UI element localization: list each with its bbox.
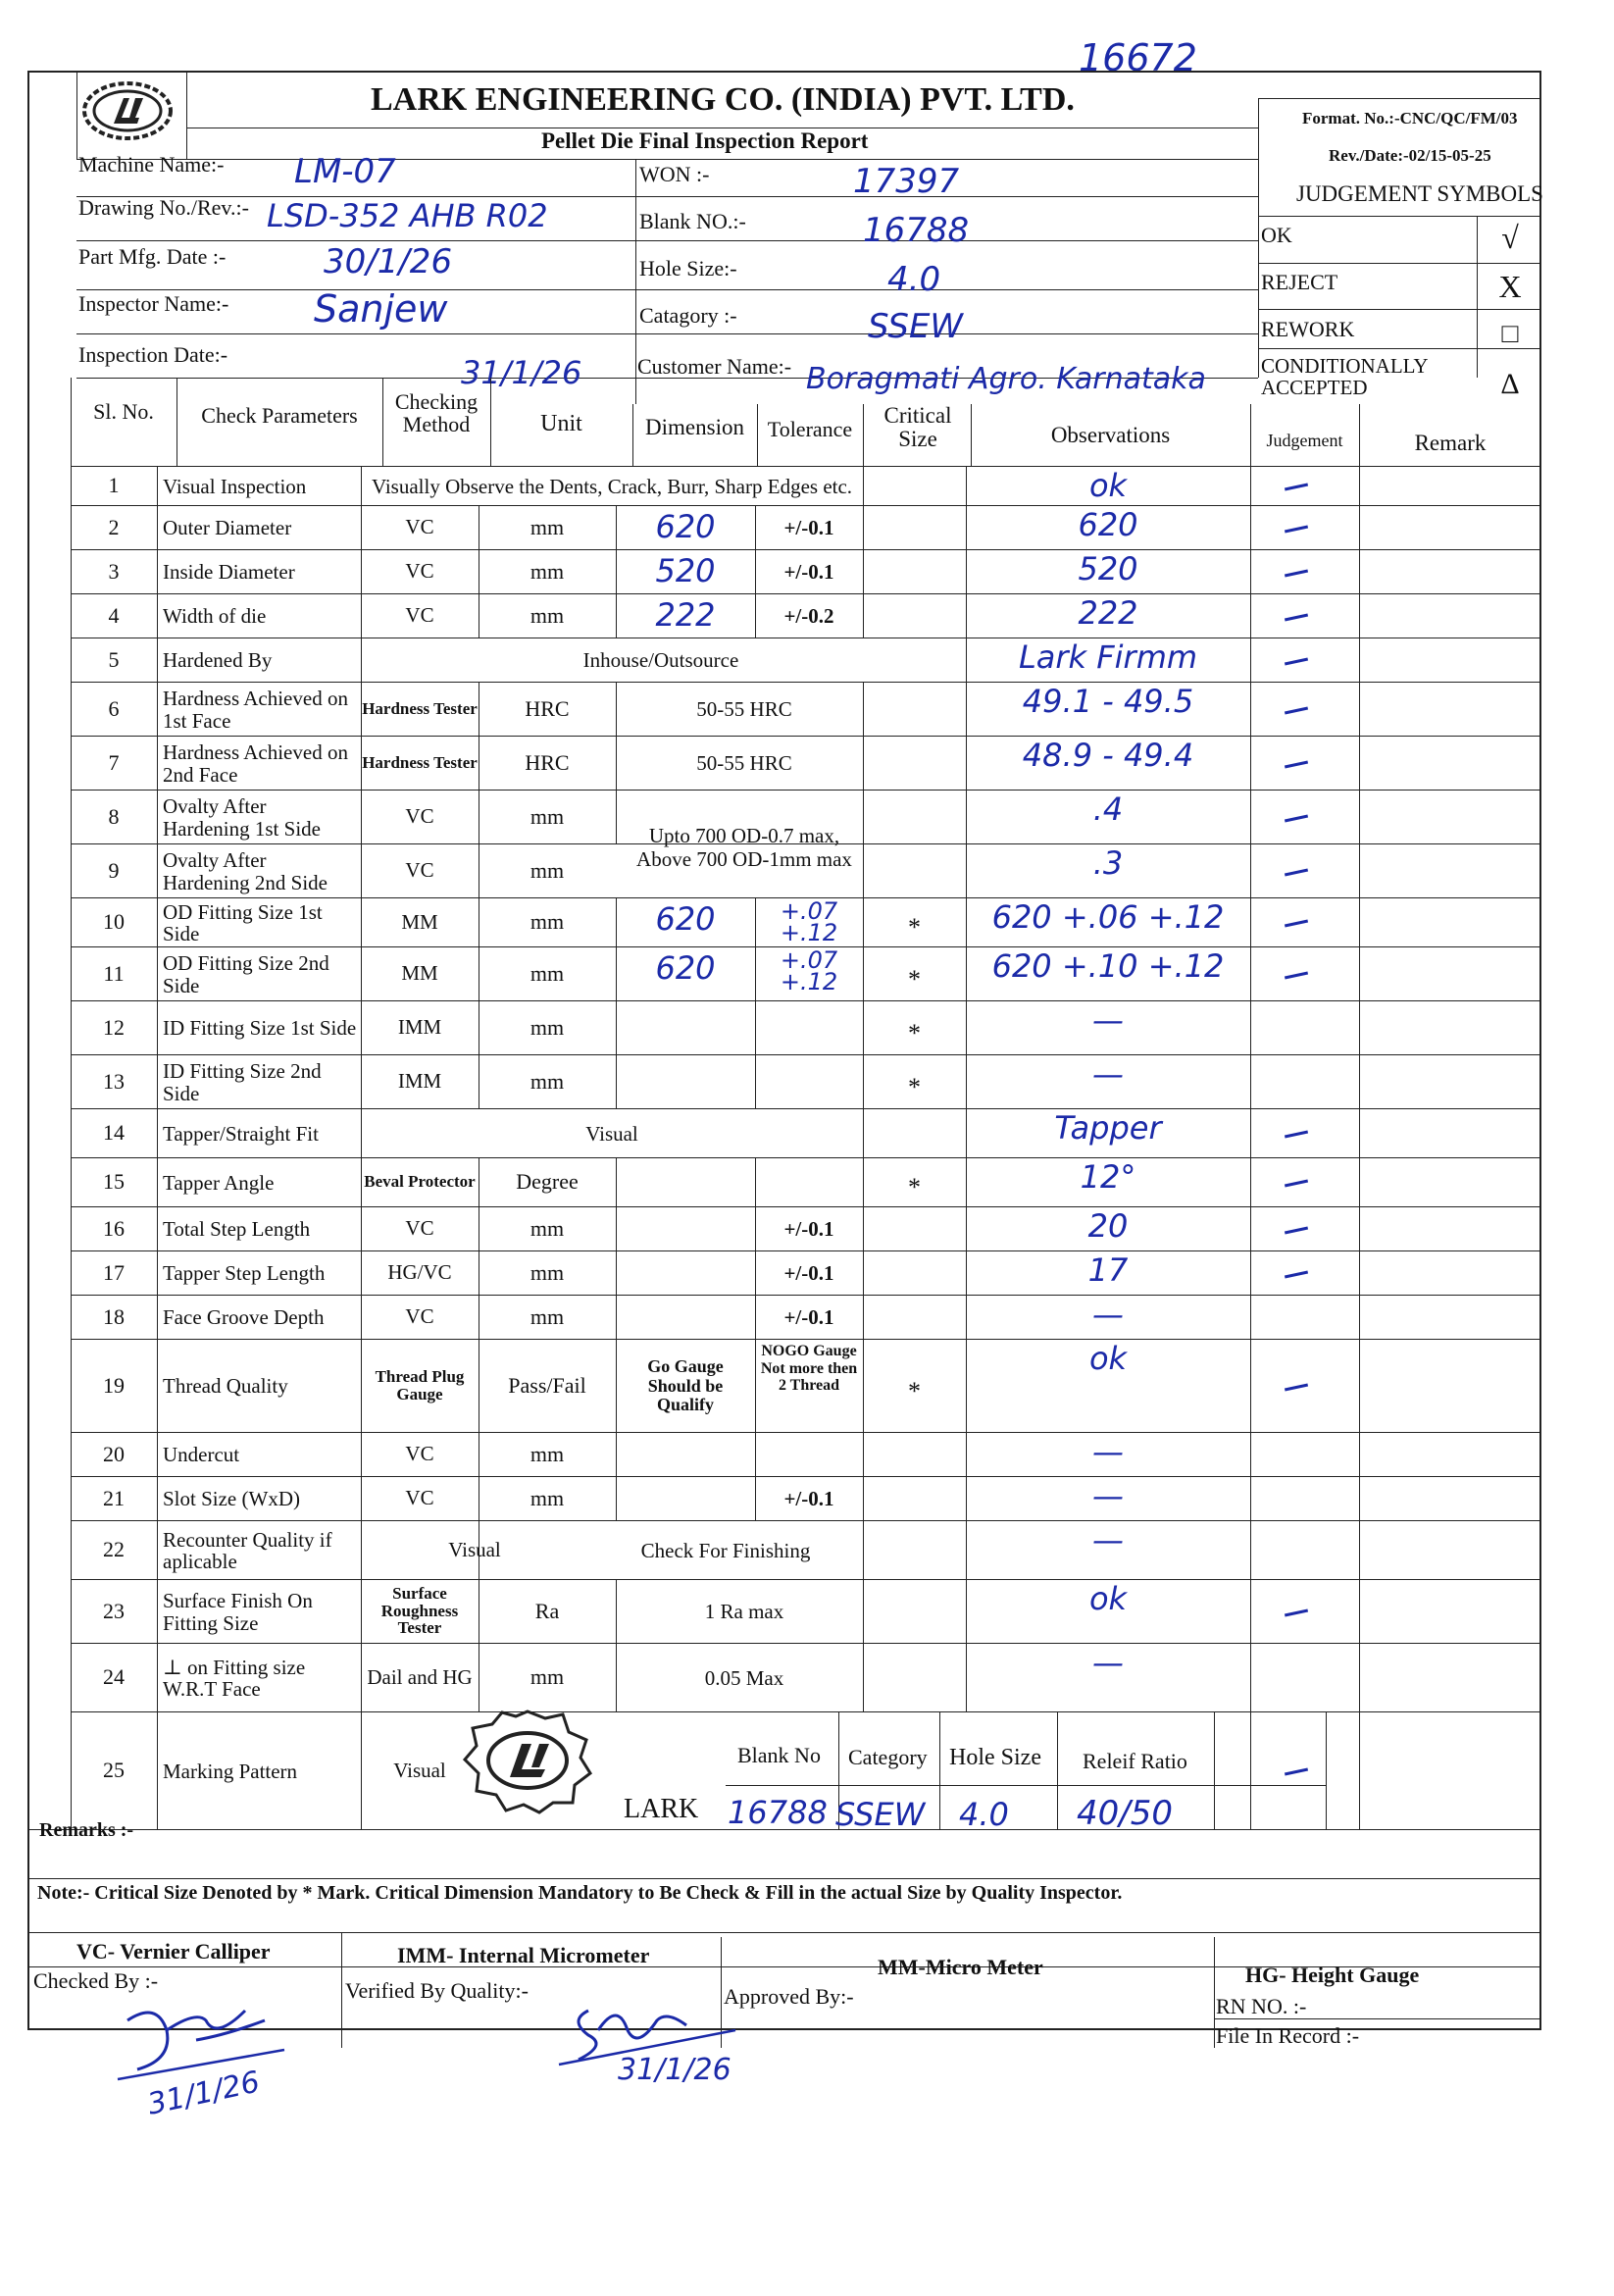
part-mfg-date-value: 30/1/26 — [324, 242, 453, 281]
row-23-number: 23 — [103, 1598, 125, 1623]
row-1-parameter: Visual Inspection — [163, 474, 307, 498]
won-value: 17397 — [853, 162, 960, 201]
row-16-parameter: Total Step Length — [163, 1217, 311, 1242]
reject-symbol-icon: X — [1498, 269, 1522, 304]
legend-vc: VC- Vernier Calliper — [76, 1939, 271, 1964]
row-3-observation: 520 — [1078, 550, 1138, 587]
row-9-parameter: Ovalty After Hardening 2nd Side — [163, 848, 328, 894]
row-11-unit: mm — [530, 960, 565, 986]
row-21-number: 21 — [103, 1485, 125, 1510]
row-13-parameter: ID Fitting Size 2nd Side — [163, 1059, 322, 1105]
row-6-number: 6 — [108, 695, 120, 721]
row-24-number: 24 — [103, 1664, 125, 1689]
row-8-parameter: Ovalty After Hardening 1st Side — [163, 794, 321, 841]
row-8-observation: .4 — [1092, 791, 1124, 828]
col-critical-size: Critical Size — [883, 403, 952, 452]
col-checking-method: Checking Method — [394, 389, 479, 437]
report-title: Pellet Die Final Inspection Report — [541, 128, 869, 153]
row-21-parameter: Slot Size (WxD) — [163, 1487, 300, 1511]
marking-relief-ratio-label: Releif Ratio — [1083, 1749, 1187, 1773]
row-16-observation: 20 — [1087, 1207, 1129, 1245]
row-19-dimension: Go Gauge Should be Qualify — [647, 1355, 724, 1415]
row-2-observation: 620 — [1078, 506, 1138, 543]
checked-by-label: Checked By :- — [33, 1968, 159, 1993]
col-sl-no: Sl. No. — [93, 399, 154, 424]
inspection-date-value: 31/1/26 — [461, 354, 582, 391]
row-2-unit: mm — [530, 514, 565, 539]
row-25-number: 25 — [103, 1758, 125, 1782]
row-13-number: 13 — [103, 1068, 125, 1094]
row-13-observation: — — [1092, 1055, 1124, 1093]
serial-number: 16672 — [1079, 36, 1197, 79]
row-16-tolerance: +/-0.1 — [783, 1216, 834, 1241]
row-6-requirement: 50-55 HRC — [696, 697, 792, 722]
row-3-method: VC — [405, 559, 434, 584]
row-17-method: HG/VC — [387, 1260, 452, 1285]
row-7-number: 7 — [108, 749, 120, 775]
row-11-parameter: OD Fitting Size 2nd Side — [163, 951, 329, 997]
row-16-method: VC — [405, 1216, 434, 1241]
row-22-method: Visual — [448, 1537, 501, 1561]
note-text: Note:- Critical Size Denoted by * Mark. Critical Dimension Mandatory to Be Check & Fill in the actual Size by Quality Inspector. — [37, 1882, 1123, 1904]
legend-imm: IMM- Internal Micrometer — [397, 1943, 650, 1967]
row-10-dimension: 620 — [655, 900, 716, 938]
row-3-unit: mm — [530, 558, 565, 584]
row-19-number: 19 — [103, 1372, 125, 1398]
row-6-method: Hardness Tester — [362, 698, 478, 718]
row-17-number: 17 — [103, 1259, 125, 1285]
row-20-parameter: Undercut — [163, 1443, 240, 1467]
file-in-record-label: File In Record :- — [1216, 2023, 1360, 2048]
marking-category-label: Category — [848, 1745, 928, 1769]
row-21-method: VC — [405, 1486, 434, 1510]
row-8-unit: mm — [530, 803, 565, 829]
row-25-parameter: Marking Pattern — [163, 1759, 298, 1783]
row-15-observation: 12° — [1080, 1158, 1136, 1196]
row-20-observation: — — [1092, 1433, 1124, 1470]
rn-no-label: RN NO. :- — [1216, 1994, 1307, 2018]
row-21-tolerance: +/-0.1 — [783, 1486, 834, 1510]
row-20-method: VC — [405, 1442, 434, 1466]
row-18-method: VC — [405, 1304, 434, 1329]
row-5-parameter: Hardened By — [163, 648, 273, 673]
inspector-name-label: Inspector Name:- — [78, 291, 229, 316]
row-7-unit: HRC — [525, 749, 570, 775]
row-23-method: Surface Roughness Tester — [380, 1583, 459, 1638]
row-19-parameter: Thread Quality — [163, 1374, 288, 1399]
row-1-observation: ok — [1088, 467, 1128, 504]
row-8-number: 8 — [108, 803, 120, 829]
marking-logo-text: LARK — [624, 1794, 699, 1824]
row-19-critical-mark: * — [908, 1376, 921, 1405]
symbol-label-conditionally-accepted: CONDITIONALLY ACCEPTED — [1261, 354, 1428, 400]
row-22-observation: — — [1092, 1521, 1124, 1558]
row-7-requirement: 50-55 HRC — [696, 751, 792, 776]
symbol-label-reject: REJECT — [1261, 270, 1338, 294]
row-10-parameter: OD Fitting Size 1st Side — [163, 899, 323, 945]
row-7-method: Hardness Tester — [362, 752, 478, 772]
row-5-requirement: Inhouse/Outsource — [582, 648, 739, 673]
row-14-requirement: Visual — [585, 1121, 638, 1146]
row-2-number: 2 — [108, 514, 120, 539]
checked-by-date: 31/1/26 — [144, 2065, 263, 2122]
row-11-observation: 620 +.10 +.12 — [991, 947, 1225, 985]
marking-blank-no-value: 16788 — [728, 1794, 828, 1831]
row-24-method: Dail and HG — [367, 1664, 473, 1689]
row-23-requirement: 1 Ra max — [704, 1600, 784, 1624]
row-18-observation: — — [1092, 1296, 1124, 1333]
row-6-observation: 49.1 - 49.5 — [1022, 683, 1194, 720]
row-12-parameter: ID Fitting Size 1st Side — [163, 1016, 357, 1041]
marking-hole-size-value: 4.0 — [959, 1796, 1009, 1833]
row-22-number: 22 — [103, 1537, 125, 1561]
col-tolerance: Tolerance — [767, 417, 853, 441]
col-check-parameters: Check Parameters — [201, 403, 358, 428]
machine-name-value: LM-07 — [294, 152, 396, 191]
revision-date: Rev./Date:-02/15-05-25 — [1329, 146, 1491, 165]
row-14-number: 14 — [103, 1120, 125, 1145]
row-20-number: 20 — [103, 1441, 125, 1466]
row-2-method: VC — [405, 515, 434, 539]
marking-relief-ratio-value: 40/50 — [1077, 1794, 1173, 1833]
hole-size-value: 4.0 — [887, 260, 941, 299]
row-25-method: Visual — [393, 1758, 446, 1782]
row-10-unit: mm — [530, 909, 565, 934]
row-9-unit: mm — [530, 857, 565, 883]
row-3-number: 3 — [108, 558, 120, 584]
row-15-unit: Degree — [516, 1169, 579, 1194]
row-15-parameter: Tapper Angle — [163, 1170, 275, 1195]
row-3-parameter: Inside Diameter — [163, 560, 295, 585]
col-unit: Unit — [540, 411, 582, 436]
row-15-number: 15 — [103, 1169, 125, 1194]
won-label: WON :- — [639, 162, 710, 186]
row-13-unit: mm — [530, 1068, 565, 1094]
row-2-dimension: 620 — [655, 508, 716, 545]
company-name: LARK ENGINEERING CO. (INDIA) PVT. LTD. — [371, 81, 1075, 118]
row-11-number: 11 — [103, 960, 125, 986]
part-mfg-date-label: Part Mfg. Date :- — [78, 244, 227, 269]
row-6-unit: HRC — [525, 695, 570, 721]
row-11-tolerance: +.07 +.12 — [780, 946, 838, 995]
col-observations: Observations — [1050, 423, 1171, 447]
row-23-parameter: Surface Finish On Fitting Size — [163, 1589, 313, 1635]
row-16-unit: mm — [530, 1215, 565, 1241]
row-12-critical-mark: * — [908, 1018, 921, 1047]
row-19-unit: Pass/Fail — [508, 1372, 586, 1398]
row-8-requirement: Upto 700 OD-0.7 max, Above 700 OD-1mm max — [636, 823, 852, 871]
marking-category-value: SSEW — [835, 1796, 926, 1833]
row-18-parameter: Face Groove Depth — [163, 1305, 325, 1330]
judgement-symbols-title: JUDGEMENT SYMBOLS — [1296, 181, 1543, 206]
row-1-requirement: Visually Observe the Dents, Crack, Burr, Sharp Edges etc. — [371, 474, 853, 498]
row-21-observation: — — [1092, 1477, 1124, 1514]
marking-logo-icon — [459, 1707, 596, 1814]
row-17-unit: mm — [530, 1259, 565, 1285]
row-10-number: 10 — [103, 909, 125, 934]
row-14-parameter: Tapper/Straight Fit — [163, 1121, 319, 1146]
row-11-dimension: 620 — [655, 949, 716, 987]
row-12-number: 12 — [103, 1014, 125, 1040]
verified-by-label: Verified By Quality:- — [345, 1978, 529, 2003]
col-remark: Remark — [1414, 431, 1487, 455]
symbol-label-ok: OK — [1261, 223, 1292, 247]
row-19-method: Thread Plug Gauge — [375, 1366, 465, 1403]
company-logo-icon — [78, 77, 177, 145]
row-18-number: 18 — [103, 1303, 125, 1329]
row-4-tolerance: +/-0.2 — [783, 603, 834, 628]
row-24-parameter: ⊥ on Fitting size W.R.T Face — [163, 1655, 306, 1701]
conditional-symbol-icon: Δ — [1500, 368, 1520, 400]
row-9-observation: .3 — [1092, 844, 1124, 882]
row-8-method: VC — [405, 804, 434, 829]
catagory-label: Catagory :- — [639, 303, 737, 328]
catagory-value: SSEW — [868, 307, 964, 346]
row-12-unit: mm — [530, 1014, 565, 1040]
symbol-label-rework: REWORK — [1261, 317, 1355, 341]
remarks-label: Remarks :- — [39, 1819, 134, 1841]
row-24-observation: — — [1092, 1644, 1124, 1681]
drawing-no-value: LSD-352 AHB R02 — [267, 197, 548, 234]
row-18-tolerance: +/-0.1 — [783, 1304, 834, 1329]
row-3-dimension: 520 — [655, 552, 716, 589]
machine-name-label: Machine Name:- — [78, 152, 225, 177]
blank-no-value: 16788 — [863, 211, 970, 250]
row-2-parameter: Outer Diameter — [163, 516, 292, 540]
row-19-tolerance: NOGO Gauge Not more then 2 Thread — [760, 1343, 858, 1395]
row-18-unit: mm — [530, 1303, 565, 1329]
row-4-unit: mm — [530, 602, 565, 628]
row-5-observation: Lark Firmm — [1018, 638, 1198, 676]
row-2-tolerance: +/-0.1 — [783, 515, 834, 539]
row-21-unit: mm — [530, 1485, 565, 1510]
drawing-no-label: Drawing No./Rev.:- — [78, 195, 249, 220]
ok-symbol-icon: √ — [1501, 220, 1519, 255]
row-12-observation: — — [1092, 1001, 1124, 1039]
row-6-parameter: Hardness Achieved on 1st Face — [163, 687, 348, 733]
row-19-observation: ok — [1088, 1340, 1128, 1377]
marking-blank-no-label: Blank No — [737, 1743, 821, 1767]
row-10-tolerance: +.07 +.12 — [780, 897, 838, 946]
row-4-method: VC — [405, 603, 434, 628]
legend-mm: MM-Micro Meter — [878, 1955, 1043, 1979]
row-11-critical-mark: * — [908, 964, 921, 994]
row-9-number: 9 — [108, 857, 120, 883]
row-24-unit: mm — [530, 1664, 565, 1689]
row-4-parameter: Width of die — [163, 604, 267, 629]
row-5-number: 5 — [108, 646, 120, 672]
row-15-critical-mark: * — [908, 1173, 921, 1201]
inspector-name-value: Sanjew — [314, 287, 448, 331]
row-20-unit: mm — [530, 1441, 565, 1466]
legend-hg: HG- Height Gauge — [1245, 1963, 1420, 1987]
hole-size-label: Hole Size:- — [639, 256, 737, 281]
row-13-critical-mark: * — [908, 1072, 921, 1101]
row-10-critical-mark: * — [908, 913, 921, 942]
customer-name-value: Boragmati Agro. Karnataka — [806, 362, 1206, 396]
row-17-tolerance: +/-0.1 — [783, 1260, 834, 1285]
row-12-method: IMM — [397, 1015, 442, 1040]
rework-symbol-icon: □ — [1501, 319, 1519, 349]
approved-by-label: Approved By:- — [724, 1984, 854, 2009]
col-dimension: Dimension — [645, 415, 744, 439]
row-7-observation: 48.9 - 49.4 — [1022, 737, 1194, 774]
row-13-method: IMM — [397, 1069, 442, 1094]
row-15-method: Beval Protector — [364, 1172, 476, 1192]
row-4-observation: 222 — [1078, 594, 1138, 632]
row-7-parameter: Hardness Achieved on 2nd Face — [163, 740, 348, 787]
row-9-method: VC — [405, 858, 434, 883]
row-23-unit: Ra — [534, 1598, 560, 1623]
row-16-number: 16 — [103, 1215, 125, 1241]
customer-name-label: Customer Name:- — [637, 354, 792, 379]
row-4-number: 4 — [108, 602, 120, 628]
marking-hole-size-label: Hole Size — [949, 1745, 1041, 1770]
col-judgement: Judgement — [1266, 431, 1343, 450]
row-11-method: MM — [401, 961, 438, 986]
row-22-requirement: Check For Finishing — [640, 1538, 811, 1562]
row-1-number: 1 — [108, 473, 120, 497]
inspection-date-label: Inspection Date:- — [78, 342, 228, 367]
row-17-parameter: Tapper Step Length — [163, 1261, 326, 1286]
verified-by-date: 31/1/26 — [618, 2053, 731, 2087]
row-14-observation: Tapper — [1054, 1109, 1162, 1147]
row-4-dimension: 222 — [655, 596, 716, 634]
row-3-tolerance: +/-0.1 — [783, 559, 834, 584]
row-22-parameter: Recounter Quality if aplicable — [163, 1527, 332, 1573]
format-number: Format. No.:-CNC/QC/FM/03 — [1302, 109, 1518, 128]
blank-no-label: Blank NO.:- — [639, 209, 746, 233]
checked-by-signature — [98, 1981, 294, 2089]
row-24-requirement: 0.05 Max — [704, 1665, 784, 1690]
row-10-method: MM — [401, 909, 438, 934]
row-23-observation: ok — [1088, 1580, 1128, 1617]
row-10-observation: 620 +.06 +.12 — [991, 898, 1225, 936]
row-17-observation: 17 — [1087, 1251, 1129, 1289]
